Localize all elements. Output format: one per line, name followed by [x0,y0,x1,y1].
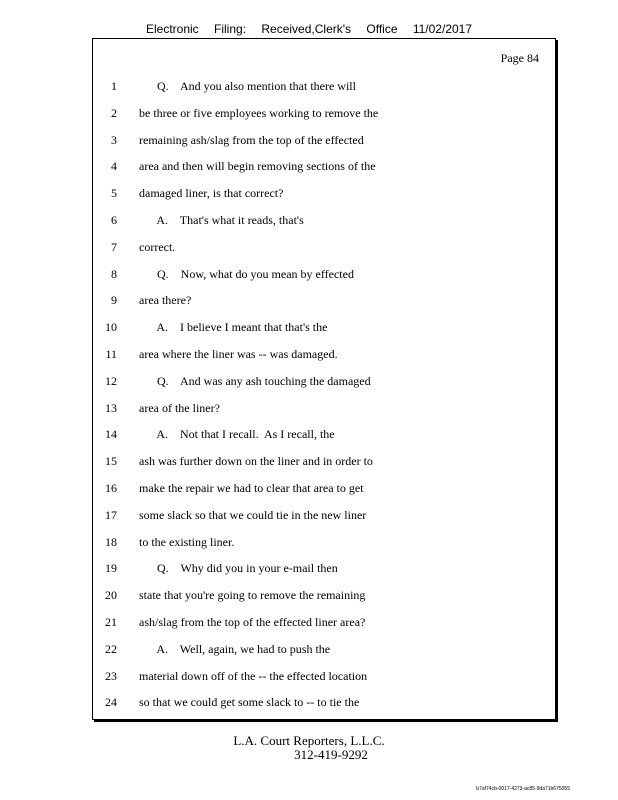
line-text: area where the liner was -- was damaged. [139,346,338,361]
transcript-line [93,421,555,448]
line-text: area there? [139,293,192,308]
transcript-line [93,261,555,288]
filing-word-4: Office [366,22,398,36]
transcript-line [93,663,555,690]
line-text: Q. And was any ash touching the damaged [139,373,371,388]
line-number: 17 [105,507,117,522]
line-text: make the repair we had to clear that area to get [139,480,364,495]
filing-stamp [0,22,618,36]
line-number: 2 [111,105,117,120]
line-text: area and then will begin removing sections of the [139,159,376,174]
transcript-line [93,475,555,502]
transcript-line [93,180,555,207]
line-text: A. I believe I meant that that's the [139,320,328,335]
line-text: so that we could get some slack to -- to tie the [139,695,360,710]
line-number: 11 [105,346,117,361]
filing-word-1: Electronic [145,22,199,36]
line-number: 23 [105,668,117,683]
line-number: 24 [105,695,117,710]
transcript-line [93,689,555,716]
line-text: material down off of the -- the effected location [139,668,368,683]
line-number: 3 [111,132,117,147]
transcript-line [93,100,555,127]
footer-phone: 312-419-9292 [294,747,368,762]
line-number: 22 [105,641,117,656]
transcript-line [93,341,555,368]
line-number: 16 [105,480,117,495]
line-text: A. Not that I recall. As I recall, the [139,427,335,442]
transcript-line [93,529,555,556]
line-number: 12 [105,373,117,388]
transcript-line [93,234,555,261]
transcript-line [93,314,555,341]
line-text: Q. And you also mention that there will [139,79,356,93]
line-number: 8 [111,266,117,281]
line-number: 1 [111,79,117,93]
transcript-line [93,502,555,529]
line-number: 10 [105,320,117,335]
line-text: state that you're going to remove the remaining [139,588,366,603]
transcript-line [93,127,555,154]
line-text: to the existing liner. [139,534,235,549]
line-text: A. Well, again, we had to push the [139,641,331,656]
transcript-line [93,287,555,314]
transcript-line [93,582,555,609]
line-number: 19 [105,561,117,576]
transcript-line [93,73,555,100]
line-text: ash was further down on the liner and in order to [139,454,373,469]
filing-word-2: Filing: [214,22,247,36]
line-number: 18 [105,534,117,549]
line-text: area of the liner? [139,400,220,415]
line-number: 9 [111,293,117,308]
transcript-line [93,555,555,582]
transcript-line [93,153,555,180]
transcript-page [92,38,556,720]
line-number: 4 [111,159,117,174]
line-number: 6 [111,212,117,227]
transcript-lines [93,73,555,716]
filing-word-5: 11/02/2017 [412,22,473,36]
footer [0,734,618,762]
line-text: be three or five employees working to remove the [139,105,379,120]
page-number: Page 84 [500,51,539,65]
transcript-line [93,448,555,475]
line-text: correct. [139,239,176,254]
line-number: 14 [105,427,117,442]
line-number: 5 [111,186,117,201]
line-text: A. That's what it reads, that's [139,212,304,227]
line-number: 15 [105,454,117,469]
line-number: 20 [105,588,117,603]
transcript-line [93,636,555,663]
transcript-line [93,395,555,422]
line-text: ash/slag from the top of the effected liner area? [139,614,366,629]
line-text: Q. Why did you in your e-mail then [139,561,338,576]
line-text: Q. Now, what do you mean by effected [139,266,354,281]
transcript-line [93,368,555,395]
line-text: remaining ash/slag from the top of the effected [139,132,364,147]
filing-word-3: Received,Clerk's [261,22,352,36]
line-number: 21 [105,614,117,629]
document-hash: b7af74cb-0017-4273-ac85-9da71b675055 [476,786,570,792]
transcript-line [93,207,555,234]
transcript-line [93,609,555,636]
line-number: 13 [105,400,117,415]
line-text: some slack so that we could tie in the new liner [139,507,367,522]
footer-company: L.A. Court Reporters, L.L.C. [233,733,385,748]
line-number: 7 [111,239,117,254]
line-text: damaged liner, is that correct? [139,186,284,201]
